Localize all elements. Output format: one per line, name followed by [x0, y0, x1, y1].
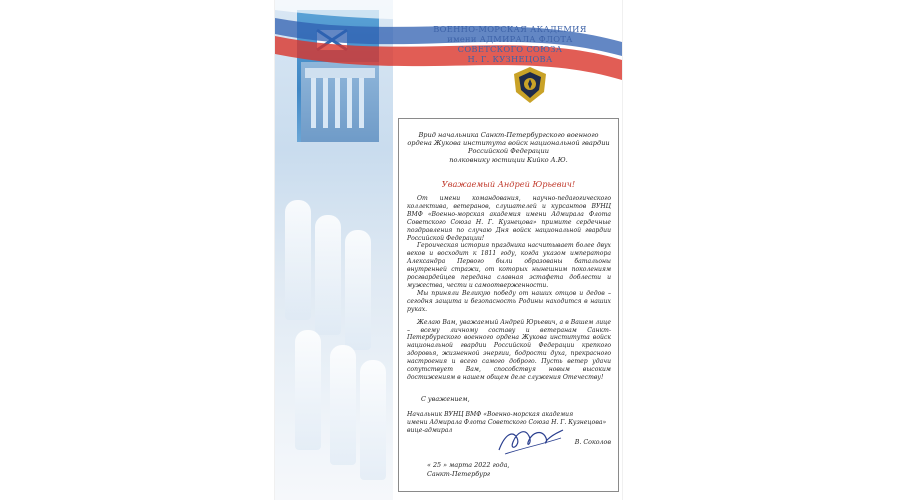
paragraph: От имени командования, научно-педагогического коллектива, ветеранов, слушателей и курсантов ВУНЦ ВМФ «Военно-морская академия имени Адмирала Флота Советского Союза Н. Г. Кузнецова» примите сердечные поздравления по случаю Дня войск национальной гвардии Российской Федерации!: [407, 195, 611, 242]
academy-name-line: имени АДМИРАЛА ФЛОТА: [447, 34, 573, 44]
handwritten-signature: [495, 424, 565, 458]
letter-body-box: [398, 118, 619, 492]
marching-sailor-image: [330, 345, 356, 465]
marching-sailor-image: [285, 200, 311, 320]
paragraph: Желаю Вам, уважаемый Андрей Юрьевич, а в Вашем лице – всему личному составу и ветеранам Санкт-Петербургского военного ордена Жукова института войск национальной гвардии Российской Федерации крепкого здоровья, жизненной энергии, бодрости духа, прекрасного настроения и всего самого доброго. Пусть ветер удачи сопутствует Вам, способствуя новым высоким достижениям в нашем общем деле служения Отечеству!: [407, 318, 611, 381]
marching-sailor-image: [345, 230, 371, 350]
signer-title-line: имени Адмирала Флота Советского Союза Н. Г. Кузнецова»: [407, 418, 607, 426]
recipient-address: [405, 131, 612, 164]
city-line: Санкт-Петербург: [427, 470, 491, 478]
paragraph: Мы приняли Великую победу от наших отцов и дедов – сегодня защита и безопасность Родины находится в наших руках.: [407, 289, 611, 313]
marching-sailor-image: [360, 360, 386, 480]
address-line: Врид начальника Санкт-Петербургского военного: [418, 131, 599, 139]
marching-sailor-image: [315, 215, 341, 335]
date-line: « 25 » марта 2022 года,: [427, 461, 510, 469]
paragraph: Героическая история праздника насчитывает более двух веков и восходит к 1811 году, когда указом императора Александра Первого были образованы батальоны внутренней стражи, от которых нынешним поколениям росгвардейцев передана славная эстафета доблести и мужества, чести и самоотверженности.: [407, 242, 611, 289]
address-line: полковнику юстиции Кийко А.Ю.: [449, 155, 568, 164]
signer-title-line: Начальник ВУНЦ ВМФ «Военно-морская академия: [407, 411, 574, 418]
salutation: Уважаемый Андрей Юрьевич!: [441, 179, 576, 189]
academy-name-line: Н. Г. КУЗНЕЦОВА: [467, 54, 553, 64]
closing-phrase: С уважением,: [421, 395, 470, 403]
letter-date: [427, 461, 509, 479]
marching-sailor-image: [295, 330, 321, 450]
academy-name-line: ВОЕННО-МОРСКАЯ АКАДЕМИЯ: [433, 24, 587, 34]
letter-text: [407, 195, 611, 382]
address-line: ордена Жукова института войск национальной гвардии: [407, 139, 610, 148]
letter-page: [275, 0, 622, 500]
signer-name: В. Соколов: [574, 439, 611, 446]
academy-crest-icon: [513, 66, 547, 104]
academy-name: [425, 24, 595, 64]
address-line: Российской Федерации: [468, 147, 549, 156]
signer-title-line: вице-адмирал: [407, 426, 453, 434]
academy-name-line: СОВЕТСКОГО СОЮЗА: [457, 44, 563, 54]
